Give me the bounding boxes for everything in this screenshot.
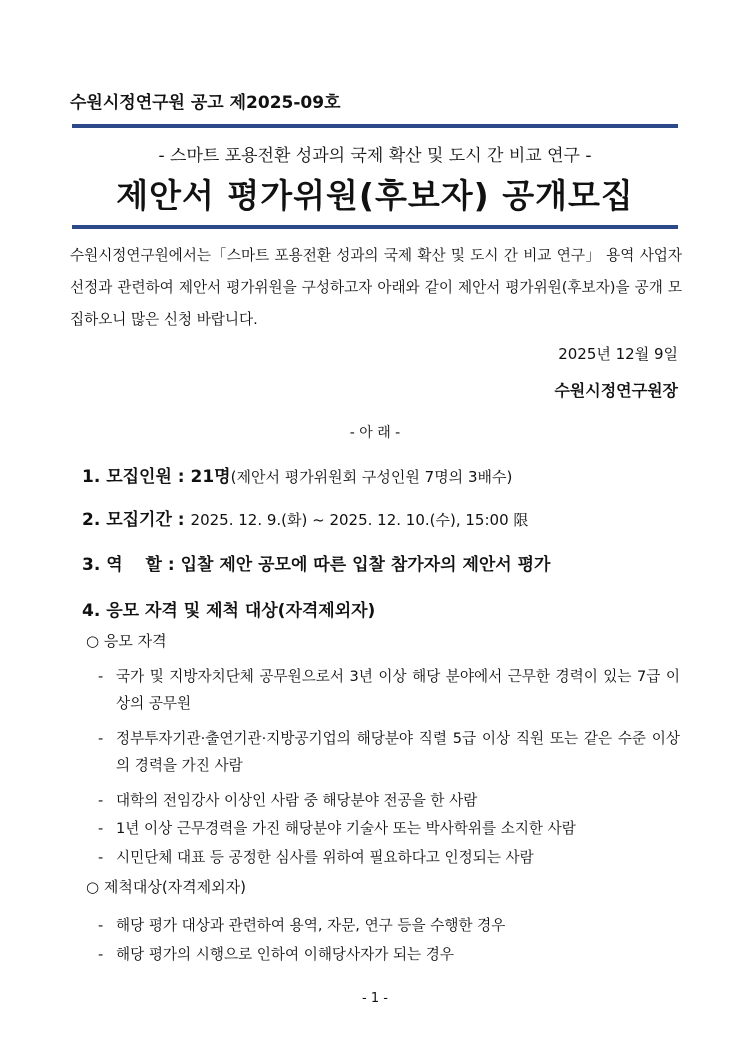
item-role — [82, 550, 550, 575]
title-top-rule — [72, 124, 678, 128]
exclusion-bullet — [98, 941, 680, 968]
qualification-subheading: ○ 응모 자격 — [86, 632, 167, 650]
document-title: 제안서 평가위원(후보자) 공개모집 — [116, 176, 634, 215]
item-recruit-count — [82, 462, 512, 487]
page-number: - 1 - — [362, 991, 388, 1006]
exclusion-subheading: ○ 제척대상(자격제외자) — [86, 878, 246, 896]
qualification-bullet — [98, 787, 680, 814]
item-label: 4. 응모 자격 및 제척 대상(자격제외자) — [82, 601, 376, 621]
item-qualification-heading — [82, 596, 375, 621]
bullet-text: 1년 이상 근무경력을 가진 해당분야 기술사 또는 박사학위를 소지한 사람 — [116, 820, 576, 837]
intro-paragraph: 수원시정연구원에서는「스마트 포용전환 성과의 국제 확산 및 도시 간 비교 연구」 용역 사업자 선정과 관련하여 제안서 평가위원을 구성하고자 아래와 같이 제안서 평가위원(후보자)을 공개 모집하오니 많은 신청 바랍니다. — [70, 247, 682, 328]
dash-marker: - — [98, 792, 104, 809]
dash-marker: - — [98, 730, 104, 747]
qualification-bullet — [98, 844, 680, 871]
exclusion-bullet — [98, 912, 680, 939]
item-recruit-period — [82, 505, 528, 530]
bullet-text: 해당 평가의 시행으로 인하여 이해당사자가 되는 경우 — [116, 946, 454, 963]
dash-marker: - — [98, 946, 104, 963]
item-detail: 2025. 12. 9.(화) ~ 2025. 12. 10.(수), 15:00 限 — [190, 511, 529, 529]
bullet-text: 해당 평가 대상과 관련하여 용역, 자문, 연구 등을 수행한 경우 — [116, 917, 506, 934]
dash-marker: - — [98, 668, 104, 685]
bullet-text: 국가 및 지방자치단체 공무원으로서 3년 이상 해당 분야에서 근무한 경력이 있는 7급 이상의 공무원 — [116, 668, 680, 712]
bullet-text: 시민단체 대표 등 공정한 심사를 위하여 필요하다고 인정되는 사람 — [116, 849, 534, 866]
bullet-text: 대학의 전임강사 이상인 사람 중 해당분야 전공을 한 사람 — [116, 792, 478, 809]
item-detail: (제안서 평가위원회 구성인원 7명의 3배수) — [230, 468, 513, 486]
qualification-bullet — [98, 815, 680, 842]
notice-date: 2025년 12월 9일 — [558, 345, 678, 363]
qualification-bullet — [98, 663, 680, 717]
arae-divider: - 아 래 - — [349, 425, 401, 441]
notice-number: 수원시정연구원 공고 제2025-09호 — [70, 93, 341, 113]
document-subtitle: - 스마트 포용전환 성과의 국제 확산 및 도시 간 비교 연구 - — [158, 146, 592, 166]
qualification-bullet — [98, 725, 680, 779]
title-bottom-rule — [72, 225, 678, 229]
dash-marker: - — [98, 917, 104, 934]
bullet-text: 정부투자기관·출연기관·지방공기업의 해당분야 직렬 5급 이상 직원 또는 같은 수준 이상의 경력을 가진 사람 — [116, 730, 680, 774]
item-label: 1. 모집인원 : 21명 — [82, 467, 231, 487]
item-label: 2. 모집기간 : — [82, 510, 191, 530]
issuer-name: 수원시정연구원장 — [554, 381, 678, 400]
dash-marker: - — [98, 849, 104, 866]
item-label: 3. 역 할 : 입찰 제안 공모에 따른 입찰 참가자의 제안서 평가 — [82, 555, 551, 575]
dash-marker: - — [98, 820, 104, 837]
